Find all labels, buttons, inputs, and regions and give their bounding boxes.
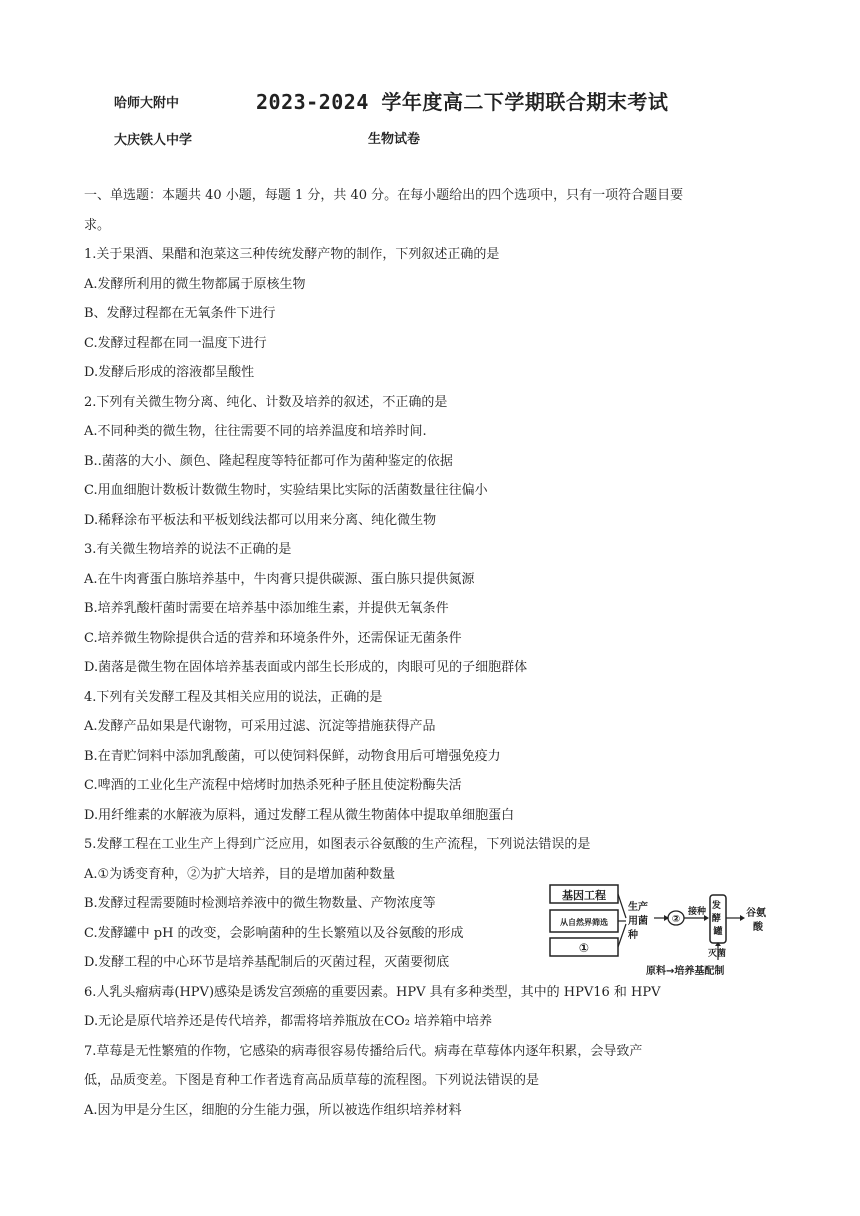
text-line: A.①为诱变育种，②为扩大培养，目的是增加菌种数量: [84, 867, 396, 882]
text-line: D.稀释涂布平板法和平板划线法都可以用来分离、纯化微生物: [84, 513, 437, 528]
header-school-2: 大庆铁人中学: [114, 133, 193, 148]
text-line: D.发酵后形成的溶液都呈酸性: [84, 365, 255, 380]
text-line: B.在青贮饲料中添加乳酸菌，可以使饲料保鲜，动物食用后可增强免疫力: [84, 749, 501, 764]
exam-subject: 生物试卷: [368, 132, 421, 147]
text-line: 低，品质变差。下图是育种工作者选育高品质草莓的流程图。下列说法错误的是: [84, 1073, 540, 1088]
text-line: A.发酵所利用的微生物都属于原核生物: [84, 277, 306, 292]
label-raw-material-medium: 原料→培养基配制: [646, 966, 725, 977]
label-sterilize: 灭菌: [708, 949, 727, 959]
text-line: B.培养乳酸杆菌时需要在培养基中添加维生素，并提供无氧条件: [84, 601, 449, 616]
text-line: C.发酵罐中 pH 的改变，会影响菌种的生长繁殖以及谷氨酸的形成: [84, 926, 464, 941]
text-line: 5.发酵工程在工业生产上得到广泛应用，如图表示谷氨酸的生产流程，下列说法错误的是: [84, 837, 591, 852]
text-line: C.啤酒的工业化生产流程中焙烤时加热杀死种子胚且使淀粉酶失活: [84, 778, 462, 793]
label-inoculate: 接种: [688, 907, 707, 917]
text-line: D.用纤维素的水解液为原料，通过发酵工程从微生物菌体中提取单细胞蛋白: [84, 808, 515, 823]
text-line: D.发酵工程的中心环节是培养基配制后的灭菌过程，灭菌要彻底: [84, 955, 450, 970]
text-line: 4.下列有关发酵工程及其相关应用的说法，正确的是: [84, 690, 383, 705]
text-line: B.发酵过程需要随时检测培养液中的微生物数量、产物浓度等: [84, 896, 436, 911]
box-natural-screening-label: 从自然界筛选: [560, 918, 608, 927]
text-line: 1.关于果酒、果醋和泡菜这三种传统发酵产物的制作，下列叙述正确的是: [84, 247, 500, 262]
text-line: 3.有关微生物培养的说法不正确的是: [84, 542, 292, 557]
text-line: A.因为甲是分生区，细胞的分生能力强，所以被选作组织培养材料: [84, 1103, 462, 1118]
text-line: A.不同种类的微生物，往往需要不同的培养温度和培养时间.: [84, 424, 427, 439]
text-line: C.发酵过程都在同一温度下进行: [84, 336, 267, 351]
text-line: A.发酵产品如果是代谢物，可采用过滤、沉淀等措施获得产品: [84, 719, 436, 734]
text-line: D.无论是原代培养还是传代培养，都需将培养瓶放在CO₂ 培养箱中培养: [84, 1014, 493, 1029]
text-line: 一、单选题：本题共 40 小题，每题 1 分，共 40 分。在每小题给出的四个选项中，只有一项符合题目要: [84, 188, 684, 203]
text-line: C.用血细胞计数板计数微生物时，实验结果比实际的活菌数量往往偏小: [84, 483, 488, 498]
product-glutamate: 谷氨 酸: [746, 908, 766, 933]
text-line: A.在牛肉膏蛋白胨培养基中，牛肉膏只提供碳源、蛋白胨只提供氮源: [84, 572, 475, 587]
text-line: D.菌落是微生物在固体培养基表面或内部生长形成的，肉眼可见的子细胞群体: [84, 660, 528, 675]
text-line: 7.草莓是无性繁殖的作物，它感染的病毒很容易传播给后代。病毒在草莓体内逐年积累，会导致产: [84, 1044, 643, 1059]
circle-step-2-label: ②: [671, 914, 681, 925]
box-step-1-label: ①: [578, 941, 590, 955]
text-line: 2.下列有关微生物分离、纯化、计数及培养的叙述，不正确的是: [84, 395, 448, 410]
header-school-1: 哈师大附中: [114, 96, 180, 111]
text-line: C.培养微生物除提供合适的营养和环境条件外，还需保证无菌条件: [84, 631, 462, 646]
stage-production-strain: 生产 用菌 种: [628, 902, 648, 941]
glutamate-production-flowchart: [548, 880, 788, 980]
text-line: 6.人乳头瘤病毒(HPV)感染是诱发宫颈癌的重要因素。HPV 具有多种类型，其中的 HPV16 和 HPV: [84, 985, 661, 1000]
exam-title: 2023-2024 学年度高二下学期联合期末考试: [256, 90, 669, 114]
box-genetic-engineering-label: 基因工程: [562, 889, 606, 902]
text-line: 求。: [84, 218, 111, 233]
text-line: B..菌落的大小、颜色、隆起程度等特征都可作为菌种鉴定的依据: [84, 454, 453, 469]
text-line: B、发酵过程都在无氧条件下进行: [84, 306, 276, 321]
fermentation-tank-label: 发 酵 罐: [711, 901, 723, 937]
